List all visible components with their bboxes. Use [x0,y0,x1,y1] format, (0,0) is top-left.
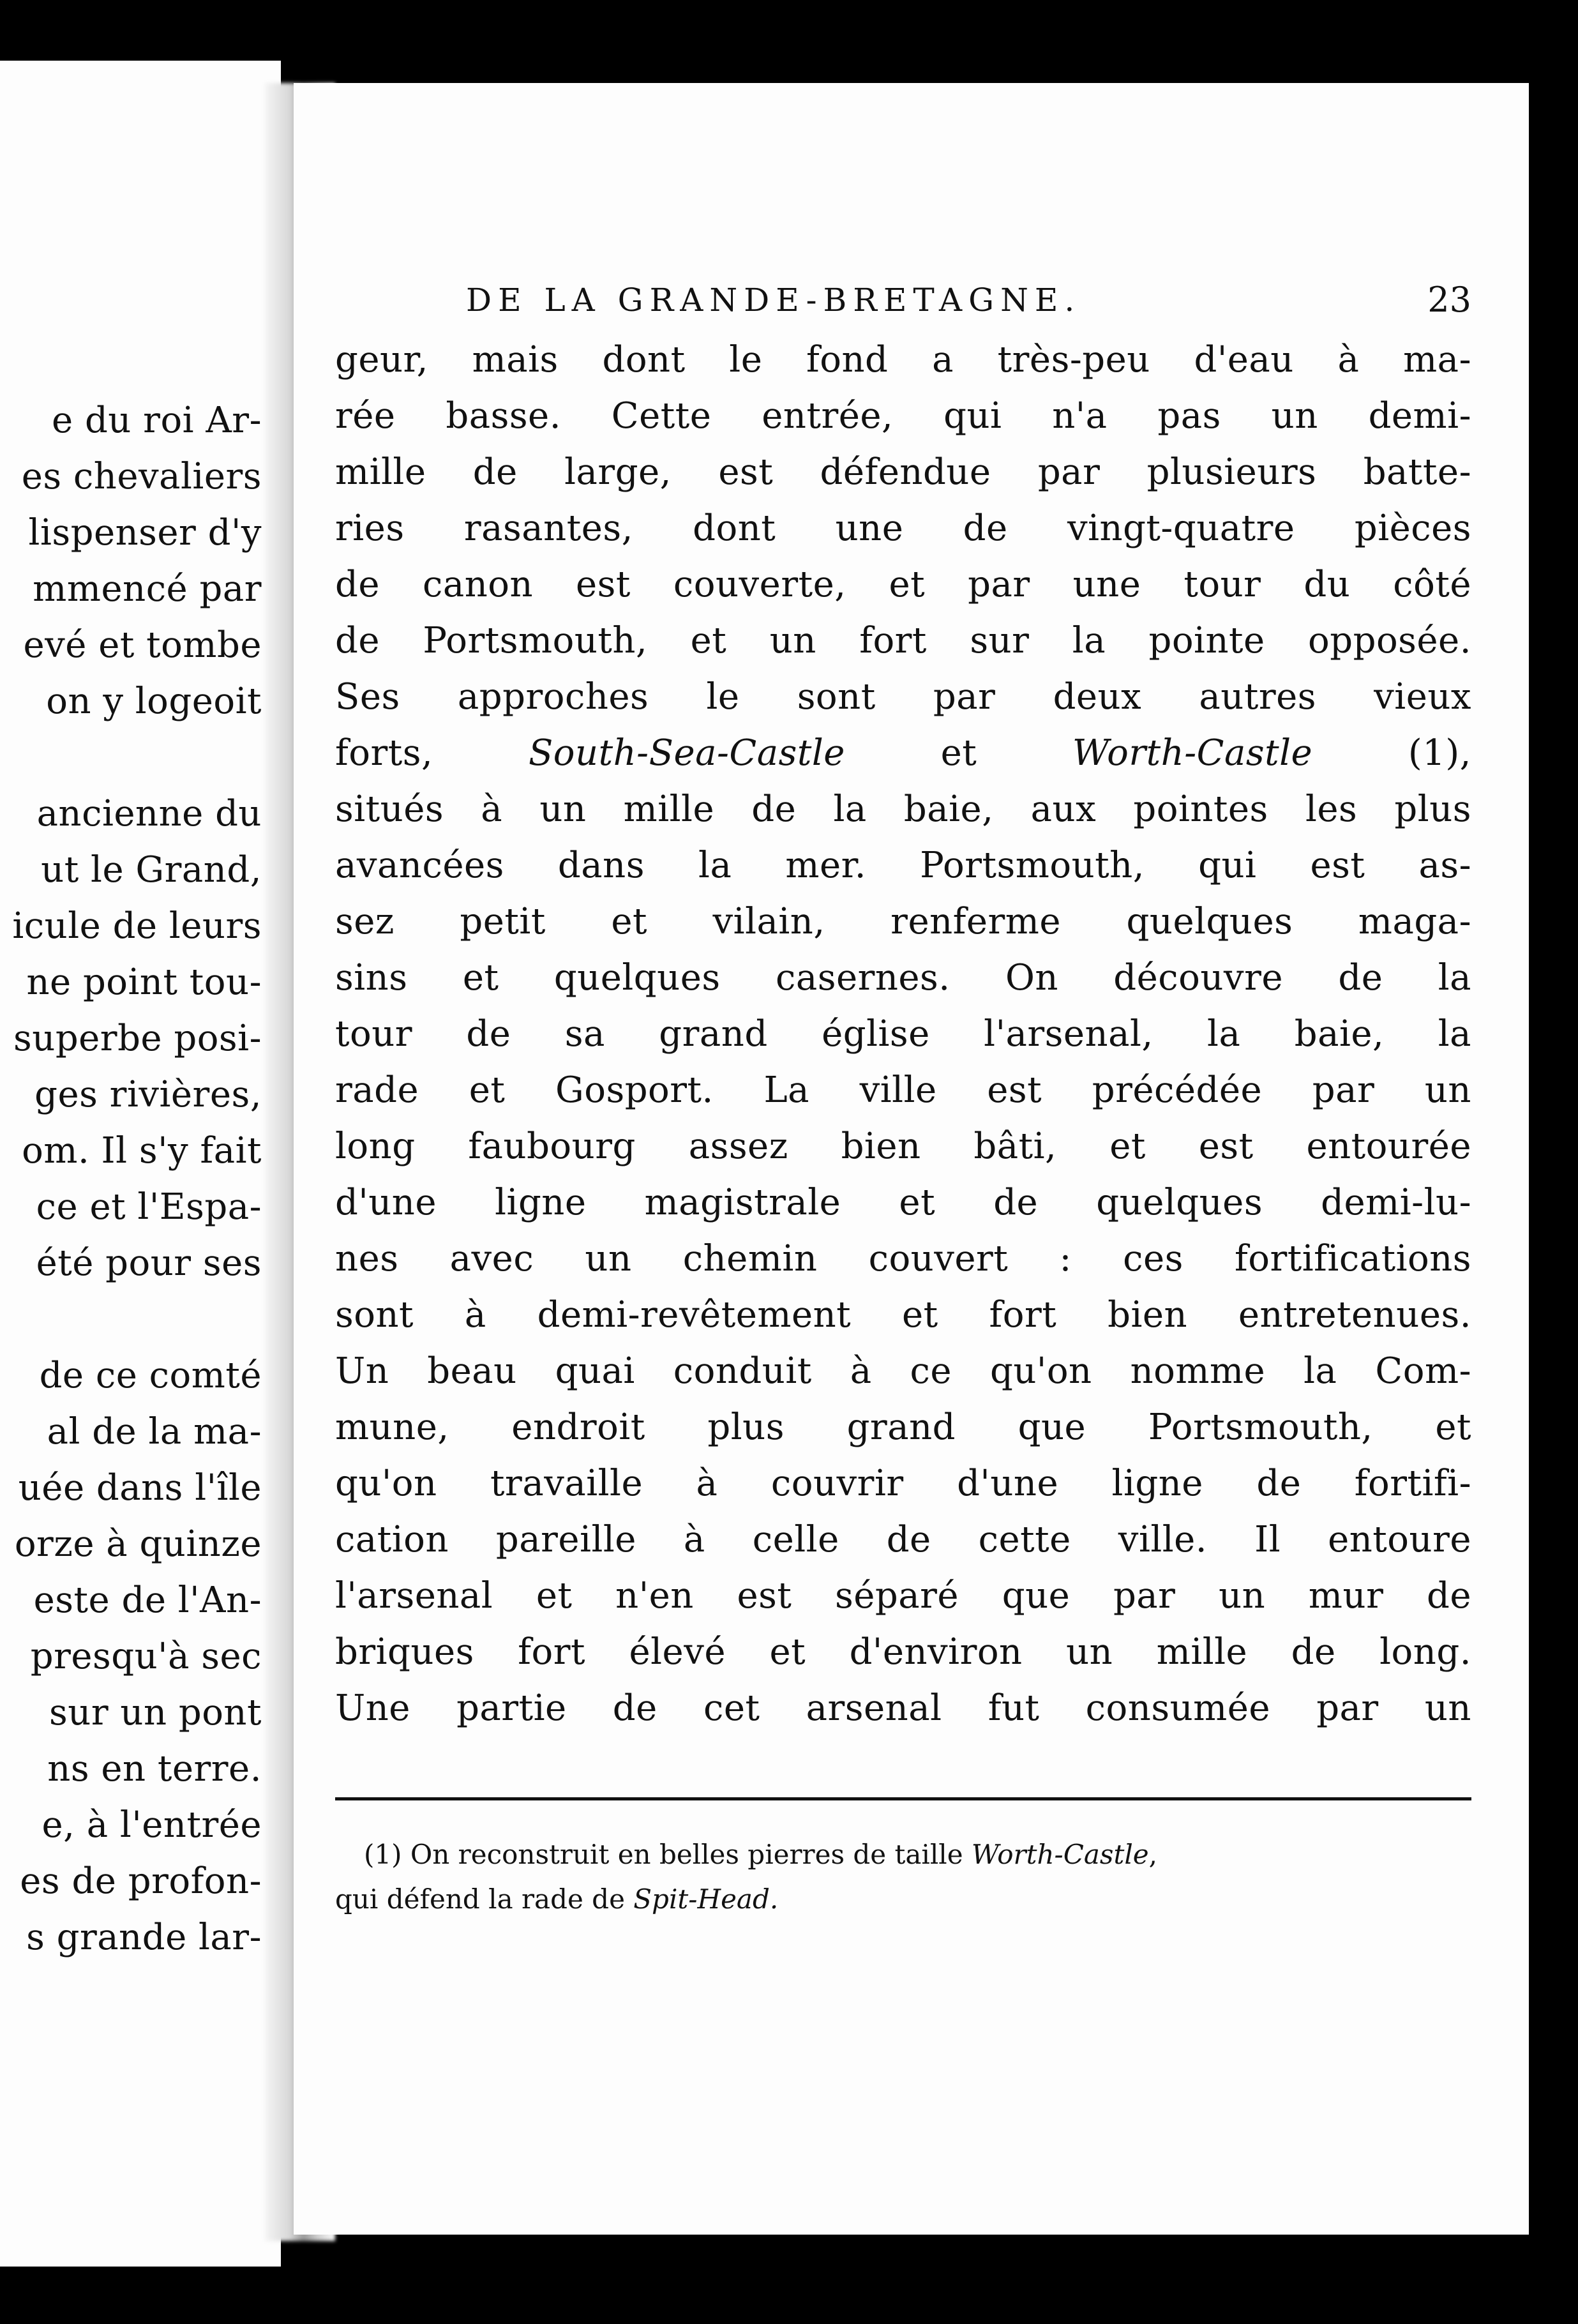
left-page-fragment [0,61,281,2267]
text-fragment: forts, [335,732,433,774]
footnote-line [335,1877,1471,1922]
text-line: de Portsmouth, et un fort sur la pointe opposée. [335,620,1471,661]
left-line: e du roi Ar- [52,400,262,441]
footnote-reference: (1), [1408,732,1471,774]
left-line: ne point tou- [26,962,262,1003]
text-line [335,725,1471,781]
text-line: Ses approches le sont par deux autres vieux [335,676,1471,718]
left-line: es de profon- [20,1860,262,1902]
text-line: sez petit et vilain, renferme quelques maga- [335,901,1471,942]
left-line: ancienne du [36,793,262,834]
left-line: de ce comté [39,1355,262,1396]
text-line: de canon est couverte, et par une tour du côté [335,564,1471,605]
castle-name: Worth-Castle [1072,732,1313,774]
text-line: situés à un mille de la baie, aux pointes les plus [335,788,1471,830]
body-text [335,332,1471,1737]
left-line: ce et l'Espa- [36,1186,262,1228]
left-line: mmencé par [33,568,262,610]
left-line: este de l'An- [33,1580,262,1621]
left-line: presqu'à sec [30,1636,262,1677]
text-line: rée basse. Cette entrée, qui n'a pas un demi- [335,395,1471,437]
left-line: om. Il s'y fait [22,1130,262,1172]
footnote [335,1832,1471,1922]
text-line: nes avec un chemin couvert : ces fortifications [335,1238,1471,1279]
running-title: DE LA GRANDE-BRETAGNE. [466,282,1081,319]
left-line: e, à l'entrée [41,1804,262,1846]
footnote-rule [335,1797,1471,1800]
text-line: d'une ligne magistrale et de quelques demi-lu- [335,1182,1471,1223]
footnote-text: (1) On reconstruit en belles pierres de taille [364,1839,963,1870]
left-line: es chevaliers [21,456,262,497]
text-line: l'arsenal et n'en est séparé que par un mur de [335,1575,1471,1617]
left-line: été pour ses [36,1242,262,1284]
footnote-text: qui défend la rade de [335,1883,625,1915]
place-name: Spit-Head. [633,1883,779,1915]
text-line: rade et Gosport. La ville est précédée par un [335,1069,1471,1111]
text-line: sont à demi-revêtement et fort bien entretenues. [335,1294,1471,1336]
text-line: cation pareille à celle de cette ville. Il entoure [335,1519,1471,1560]
left-page-text [12,393,262,1966]
castle-name: Worth-Castle [971,1839,1149,1870]
left-line: ges rivières, [34,1074,262,1115]
right-page [294,83,1529,2235]
footnote-line [335,1832,1471,1877]
left-line: uée dans l'île [18,1467,262,1509]
left-line: on y logeoit [46,681,262,722]
left-line: superbe posi- [13,1018,262,1059]
footnote-text: , [1148,1839,1157,1870]
text-line: tour de sa grand église l'arsenal, la baie, la [335,1013,1471,1055]
left-line: s grande lar- [26,1917,262,1958]
text-line: briques fort élevé et d'environ un mille de long. [335,1631,1471,1673]
left-line: lispenser d'y [28,512,262,554]
text-line: long faubourg assez bien bâti, et est entourée [335,1126,1471,1167]
left-line: al de la ma- [47,1411,262,1452]
left-line: ns en terre. [47,1748,262,1790]
left-line: ut le Grand, [41,849,262,891]
text-line: sins et quelques casernes. On découvre de la [335,957,1471,999]
text-line: mille de large, est défendue par plusieurs batte- [335,451,1471,493]
text-line: Un beau quai conduit à ce qu'on nomme la Com- [335,1350,1471,1392]
running-head [466,275,1471,326]
left-line: icule de leurs [12,905,262,947]
text-line: ries rasantes, dont une de vingt-quatre pièces [335,508,1471,549]
text-line: Une partie de cet arsenal fut consumée par un [335,1687,1471,1729]
left-line: sur un pont [49,1692,262,1733]
text-fragment: et [940,732,977,774]
text-line: qu'on travaille à couvrir d'une ligne de fortifi- [335,1463,1471,1504]
left-line: evé et tombe [23,624,262,666]
text-line: mune, endroit plus grand que Portsmouth, et [335,1407,1471,1448]
page-number: 23 [1427,280,1471,320]
text-line: avancées dans la mer. Portsmouth, qui est as- [335,845,1471,886]
left-line: orze à quinze [14,1523,262,1565]
text-line: geur, mais dont le fond a très-peu d'eau à ma- [335,339,1471,381]
castle-name: South-Sea-Castle [528,732,845,774]
